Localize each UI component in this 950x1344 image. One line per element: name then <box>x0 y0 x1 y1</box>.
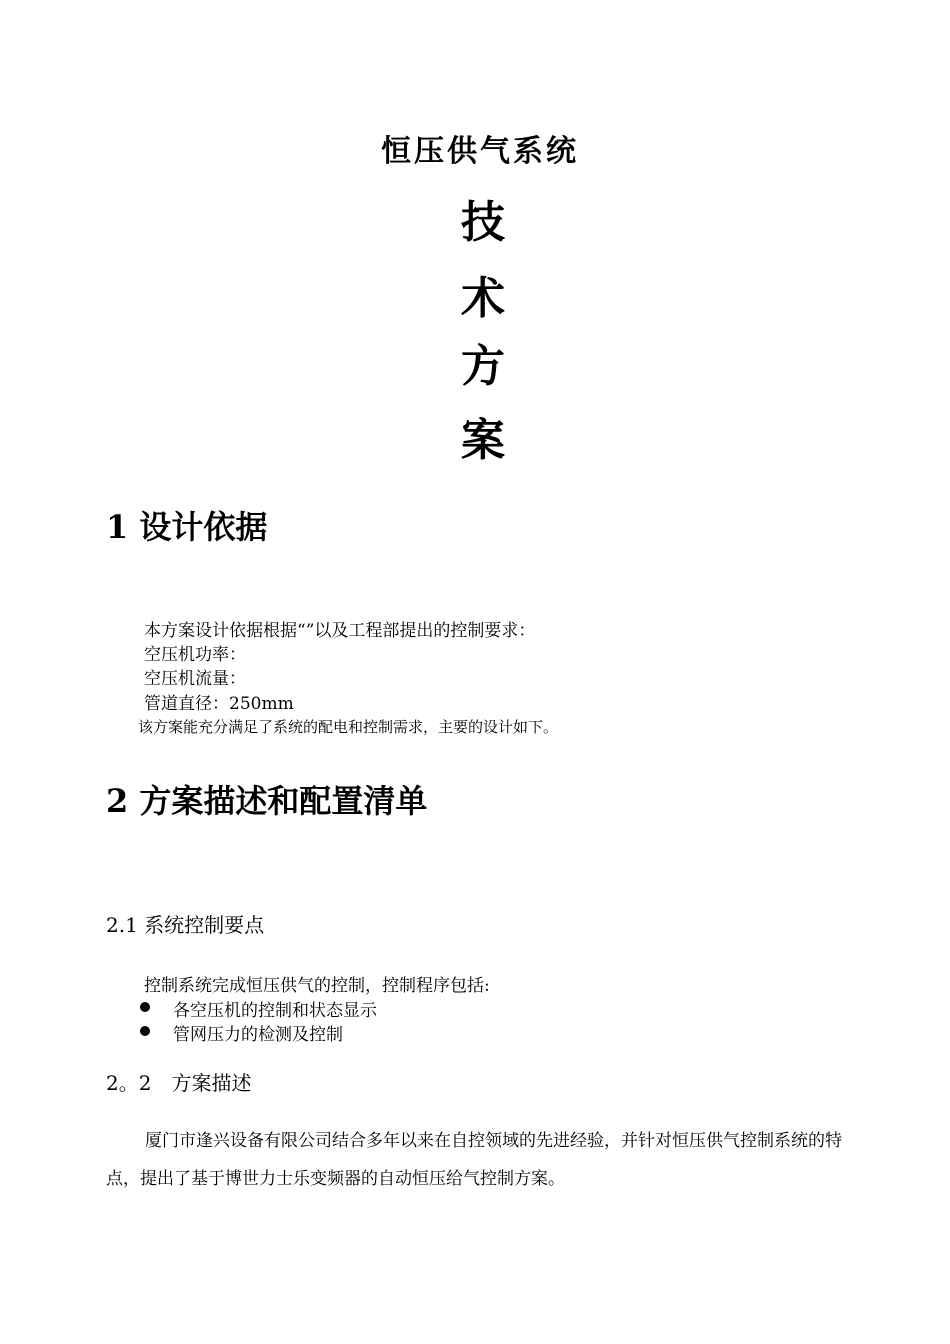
title-char-1: 技 <box>461 197 505 248</box>
title-char-4: 案 <box>461 415 505 466</box>
section-2-1-heading: 2.1 系统控制要点 <box>106 913 265 937</box>
solution-paragraph: 厦门市逢兴设备有限公司结合多年以来在自控领域的先进经验，并针对恒压供气控制系统的特点，提出了基于博世力士乐变频器的自动恒压给气控制方案。 <box>106 1131 842 1189</box>
bullet-dot-icon <box>140 1002 150 1012</box>
title-char-3: 方 <box>461 341 505 392</box>
list-item: 管网压力的检测及控制 <box>173 1025 343 1045</box>
bullet-dot-icon <box>140 1026 150 1036</box>
document-subtitle: 恒压供气系统 <box>381 134 579 169</box>
basis-summary: 该方案能充分满足了系统的配电和控制需求，主要的设计如下。 <box>138 718 559 736</box>
basis-line-3: 空压机流量： <box>144 669 246 689</box>
section-1-heading: 1 设计依据 <box>106 508 268 546</box>
section-2-2-heading: 2。2 方案描述 <box>106 1071 252 1095</box>
basis-line-2: 空压机功率： <box>144 645 246 665</box>
basis-line-1: 本方案设计依据根据“”以及工程部提出的控制要求： <box>144 621 536 641</box>
basis-line-4: 管道直径：250mm <box>144 694 294 714</box>
title-char-2: 术 <box>461 273 505 324</box>
list-item: 各空压机的控制和状态显示 <box>173 1001 377 1021</box>
section-2-heading: 2 方案描述和配置清单 <box>106 782 428 820</box>
control-intro: 控制系统完成恒压供气的控制，控制程序包括: <box>144 976 490 996</box>
